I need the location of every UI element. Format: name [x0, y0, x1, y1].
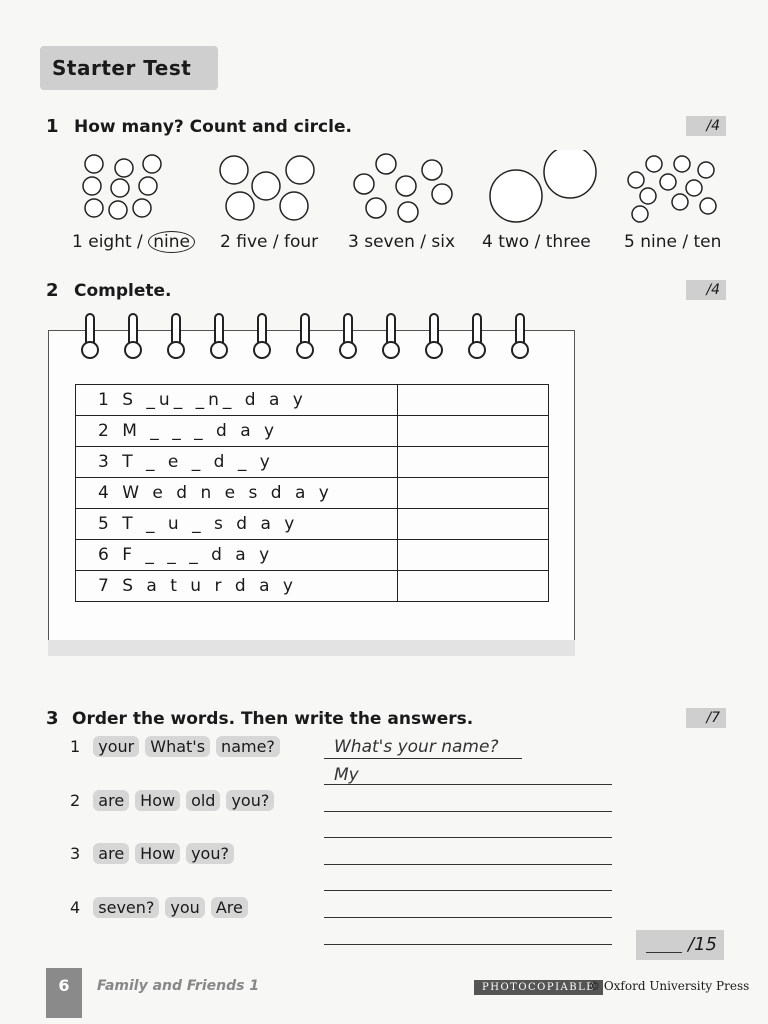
- balls-picture-2: [218, 150, 338, 230]
- total-score: /15: [688, 934, 717, 955]
- option-3: 3 seven / six: [348, 232, 456, 252]
- question-1: 1 your What's name?: [70, 736, 286, 757]
- question-4: 4 seven? you Are: [70, 897, 254, 918]
- section-1-score: /4: [686, 116, 726, 136]
- section-1-heading: How many? Count and circle.: [74, 117, 352, 137]
- table-row: 1 S _u_ _n_ d a y: [76, 385, 549, 416]
- option-5: 5 nine / ten: [624, 232, 722, 252]
- word-chip: seven?: [93, 897, 159, 918]
- option-1: 1 eight / nine: [72, 232, 195, 252]
- answer-cell[interactable]: [398, 540, 549, 571]
- balls-picture-1: [78, 150, 198, 230]
- answer-cell[interactable]: [398, 385, 549, 416]
- page-title: Starter Test: [40, 46, 218, 90]
- option-2: 2 five / four: [220, 232, 319, 252]
- answer-line[interactable]: [324, 917, 612, 918]
- question-3: 3 are How you?: [70, 843, 240, 864]
- answer-line[interactable]: [324, 758, 522, 759]
- answer-cell[interactable]: [398, 447, 549, 478]
- table-row: 6 F _ _ _ d a y: [76, 540, 549, 571]
- photocopiable-label: PHOTOCOPIABLE: [474, 980, 603, 995]
- word-chip: name?: [216, 736, 280, 757]
- written-answer-1: What's your name?: [334, 737, 499, 757]
- table-row: 2 M _ _ _ d a y: [76, 416, 549, 447]
- word-chip: How: [135, 790, 180, 811]
- answer-cell[interactable]: [398, 509, 549, 540]
- circled-answer: nine: [148, 231, 195, 253]
- section-2-score: /4: [686, 280, 726, 300]
- answer-line[interactable]: [324, 864, 612, 865]
- word-chip: old: [186, 790, 220, 811]
- table-row: 3 T _ e _ d _ y: [76, 447, 549, 478]
- answer-line[interactable]: [324, 837, 612, 838]
- answer-cell[interactable]: [398, 416, 549, 447]
- balls-picture-4: [486, 150, 606, 230]
- word-chip: Are: [211, 897, 248, 918]
- word-chip: your: [93, 736, 139, 757]
- answer-line[interactable]: [324, 784, 612, 785]
- question-2: 2 are How old you?: [70, 790, 280, 811]
- answer-line[interactable]: [324, 890, 612, 891]
- section-3-score: /7: [686, 708, 726, 728]
- section-3-heading: Order the words. Then write the answers.: [72, 709, 474, 729]
- balls-picture-3: [350, 150, 470, 230]
- publisher: © Oxford University Press: [588, 979, 750, 993]
- word-chip: you?: [226, 790, 274, 811]
- answer-line[interactable]: [324, 811, 612, 812]
- section-3-number: 3: [46, 708, 59, 729]
- section-2-heading: Complete.: [74, 281, 172, 301]
- section-2-number: 2: [46, 280, 59, 301]
- notebook-shadow: [48, 640, 575, 656]
- spiral-binding: [80, 312, 550, 360]
- written-answer-1b: My: [334, 765, 359, 785]
- answer-cell[interactable]: [398, 478, 549, 509]
- word-chip: are: [93, 843, 129, 864]
- days-table: [75, 384, 549, 602]
- word-chip: you: [165, 897, 204, 918]
- page-number: 6: [46, 968, 82, 1018]
- word-chip: you?: [186, 843, 234, 864]
- table-row: 5 T _ u _ s d a y: [76, 509, 549, 540]
- word-chip: How: [135, 843, 180, 864]
- section-1-number: 1: [46, 116, 59, 137]
- answer-line[interactable]: [324, 944, 612, 945]
- balls-picture-5: [624, 150, 744, 230]
- option-4: 4 two / three: [482, 232, 591, 252]
- book-title: Family and Friends 1: [97, 978, 260, 994]
- table-row: 4 W e d n e s d a y: [76, 478, 549, 509]
- word-chip: are: [93, 790, 129, 811]
- answer-cell[interactable]: [398, 571, 549, 602]
- word-chip: What's: [145, 736, 210, 757]
- total-score-line[interactable]: [646, 952, 682, 953]
- table-row: 7 S a t u r d a y: [76, 571, 549, 602]
